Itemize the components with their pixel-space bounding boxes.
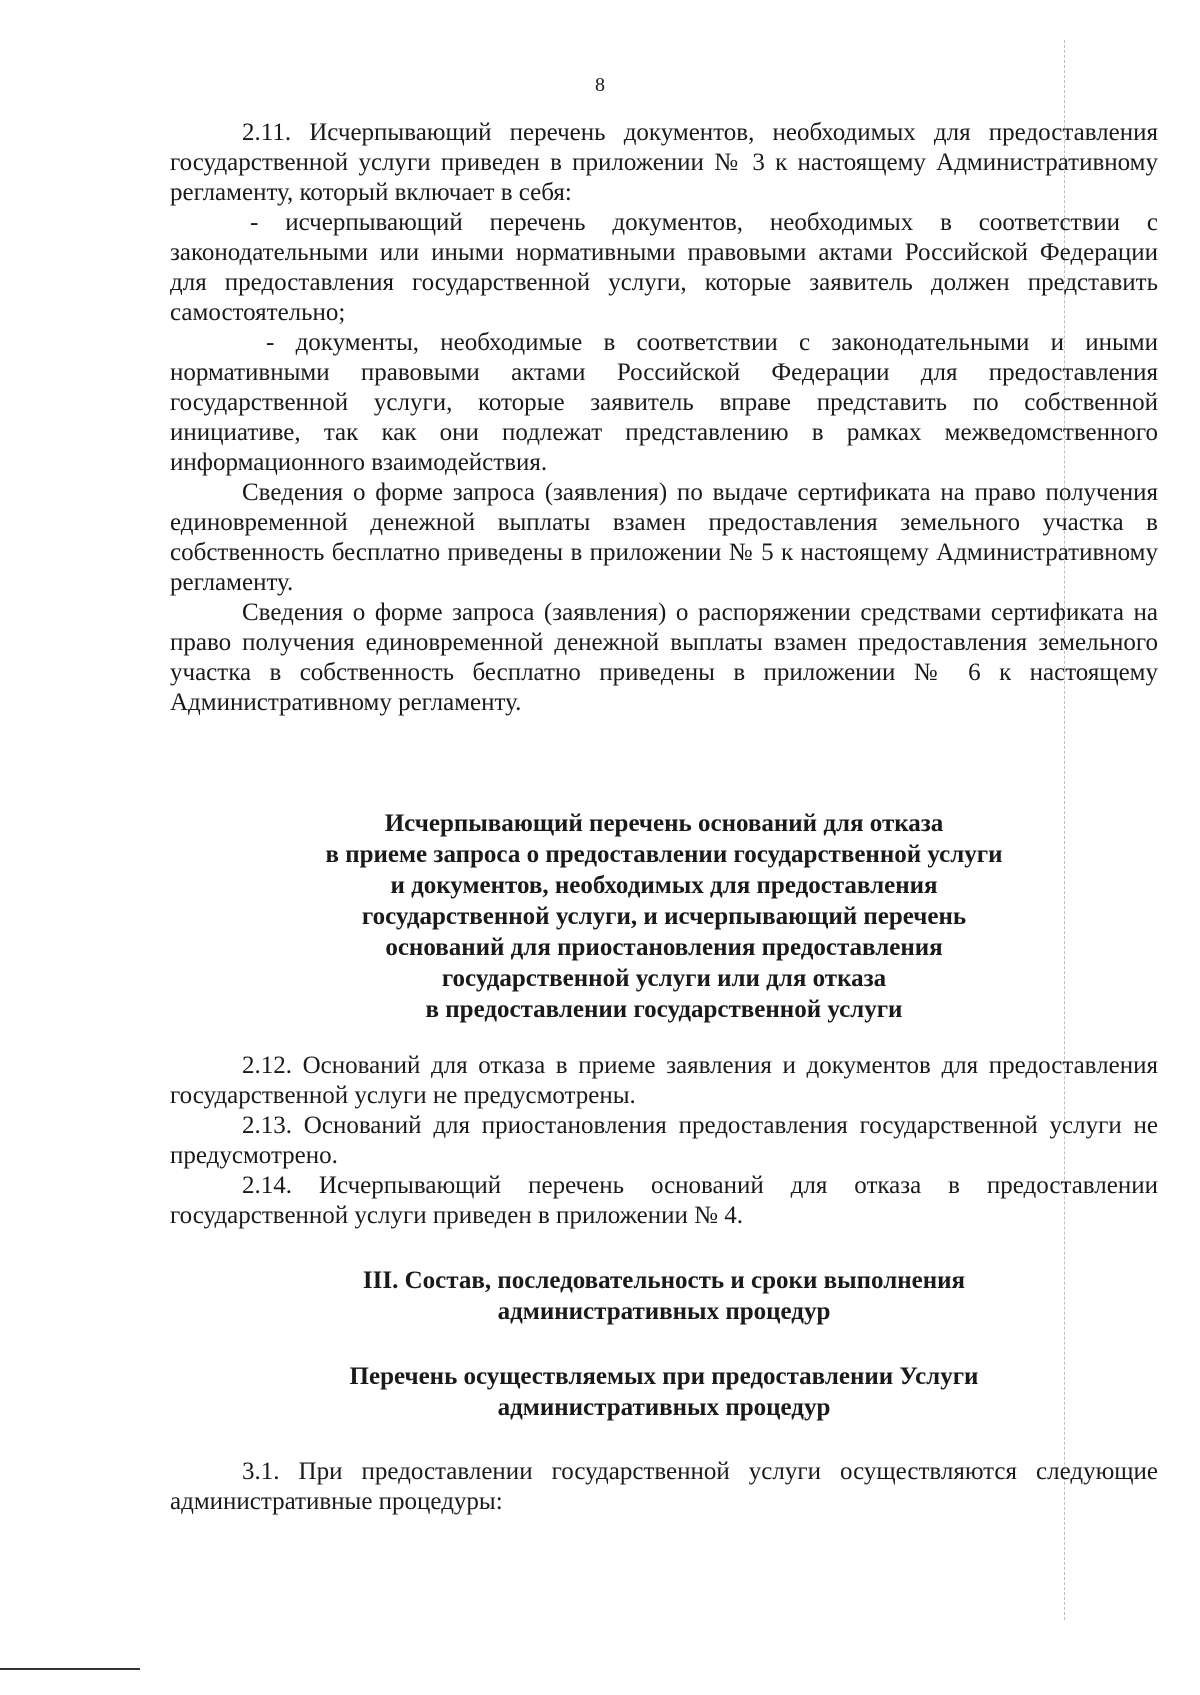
heading-procedures-list bbox=[170, 1361, 1158, 1423]
heading-line: Перечень осуществляемых при предоставлении Услуги bbox=[349, 1363, 979, 1390]
paragraph-2-14: 2.14. Исчерпывающий перечень оснований для отказа в предоставлении государственной услуги приведен в приложении № 4. bbox=[170, 1172, 1158, 1229]
spacer bbox=[170, 1327, 1158, 1361]
paragraph-2-12: 2.12. Оснований для отказа в приеме заявления и документов для предоставления государственной услуги не предусмотрены. bbox=[170, 1052, 1158, 1109]
heading-line: оснований для приостановления предоставления bbox=[385, 934, 943, 961]
heading-line: III. Состав, последовательность и сроки выполнения bbox=[362, 1267, 966, 1294]
paragraph-2-11-item-a: - исчерпывающий перечень документов, необходимых в соответствии с законодательными или иными нормативными правовыми актами Российской Федерации для предоставления государственной услуги, которые заявитель должен представить самостоятельно; bbox=[170, 209, 1158, 326]
heading-line: административных процедур bbox=[497, 1394, 831, 1421]
spacer bbox=[170, 1423, 1158, 1457]
spacer bbox=[170, 718, 1158, 808]
spacer bbox=[170, 1025, 1158, 1051]
heading-line: в предоставлении государственной услуги bbox=[425, 996, 903, 1023]
heading-line: государственной услуги, и исчерпывающий перечень bbox=[361, 903, 967, 930]
heading-line: Исчерпывающий перечень оснований для отказа bbox=[384, 810, 944, 837]
heading-line: административных процедур bbox=[497, 1298, 831, 1325]
paragraph-info-appendix-6: Сведения о форме запроса (заявления) о распоряжении средствами сертификата на право получения единовременной денежной выплаты взамен предоставления земельного участка в собственность бесплатно приведены в приложении № 6 к настоящему Административному регламенту. bbox=[170, 599, 1158, 716]
heading-refusal-grounds bbox=[170, 808, 1158, 1025]
paragraph-2-11: 2.11. Исчерпывающий перечень документов, необходимых для предоставления государственной услуги приведен в приложении № 3 к настоящему Административному регламенту, который включает в себя: bbox=[170, 119, 1158, 206]
heading-line: в приеме запроса о предоставлении государственной услуги bbox=[325, 841, 1003, 868]
paragraph-3-1: 3.1. При предоставлении государственной услуги осуществляются следующие административные процедуры: bbox=[170, 1458, 1158, 1515]
heading-line: государственной услуги или для отказа bbox=[441, 965, 887, 992]
paragraph-2-13: 2.13. Оснований для приостановления предоставления государственной услуги не предусмотрено. bbox=[170, 1112, 1158, 1169]
heading-section-3 bbox=[170, 1265, 1158, 1327]
spacer bbox=[170, 1231, 1158, 1265]
page-number: 8 bbox=[595, 74, 605, 96]
page-content bbox=[170, 118, 1158, 1517]
heading-line: и документов, необходимых для предоставления bbox=[390, 872, 938, 899]
paragraph-info-appendix-5: Сведения о форме запроса (заявления) по выдаче сертификата на право получения единовременной денежной выплаты взамен предоставления земельного участка в собственность бесплатно приведены в приложении № 5 к настоящему Административному регламенту. bbox=[170, 479, 1158, 596]
footnote-rule bbox=[0, 1668, 140, 1670]
paragraph-2-11-item-b: - документы, необходимые в соответствии с законодательными и иными нормативными правовыми актами Российской Федерации для предоставления государственной услуги, которые заявитель вправе представить по собственной инициативе, так как они подлежат представлению в рамках межведомственного информационного взаимодействия. bbox=[170, 329, 1158, 476]
